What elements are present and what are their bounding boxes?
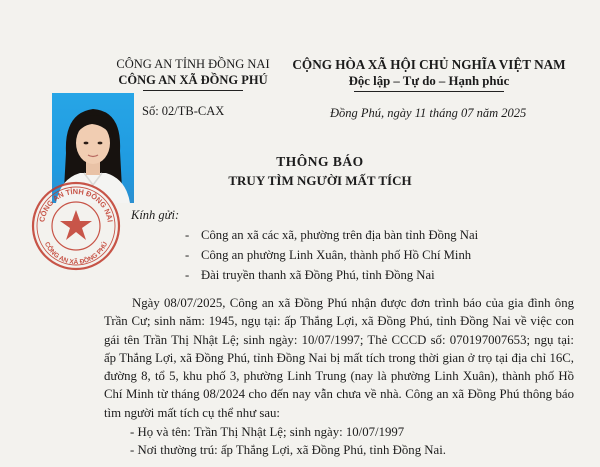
- place-and-date: Đồng Phú, ngày 11 tháng 07 năm 2025: [330, 106, 527, 120]
- document-number: Số: 02/TB-CAX: [142, 104, 225, 118]
- notice-body: Ngày 08/07/2025, Công an xã Đồng Phú nhận được đơn trình báo của gia đình ông Trần Cư; sinh năm: 1945, ngụ tại: ấp Thắng Lợi, xã Đồng Phú, tỉnh Đồng Nai về việc con gái tên Trần Thị Nhật Lệ; sinh ngày: 10/07/1997; Thẻ CCCD số: 070197007653; ngụ tại: ấp Thắng Lợi, xã Đồng Phú, tỉnh Đồng Nai bị mất tích trong thời gian ở trọ tại địa chỉ 16C, đường 8, tổ 5, khu phố 3, phường Linh Trung (nay là phường Linh Xuân), thành phố Hồ Chí Minh từ tháng 08/2024 cho đến nay vẫn chưa về nhà. Công an xã Đồng Phú thông báo tìm người mất tích cụ thể như sau:: [104, 296, 574, 420]
- notice-title: [200, 152, 440, 190]
- detail-residence: - Nơi thường trú: ấp Thắng Lợi, xã Đồng Phú, tỉnh Đồng Nai.: [130, 443, 446, 457]
- detail-name-dob: - Họ và tên: Trần Thị Nhật Lệ; sinh ngày: 10/07/1997: [130, 425, 405, 439]
- agency-parent: CÔNG AN TỈNH ĐỒNG NAI: [116, 57, 270, 71]
- seal-bottom-text: CÔNG AN XÃ ĐỒNG PHÚ: [42, 241, 110, 267]
- national-motto: Độc lập – Tự do – Hạnh phúc: [348, 74, 510, 88]
- issuing-agency: [98, 56, 288, 91]
- recipient-item: - Công an phường Linh Xuân, thành phố Hồ Chí Minh: [185, 248, 472, 262]
- national-header: [282, 56, 576, 92]
- title-line-1: THÔNG BÁO: [276, 154, 364, 169]
- title-line-2: TRUY TÌM NGƯỜI MẤT TÍCH: [228, 173, 412, 188]
- star-icon: [60, 210, 92, 240]
- seal-ring-text: CÔNG AN TỈNH ĐỒNG NAI: [37, 186, 115, 223]
- recipient-item: - Công an xã các xã, phường trên địa bàn tỉnh Đồng Nai: [185, 228, 479, 242]
- nation-name: CỘNG HÒA XÃ HỘI CHỦ NGHĨA VIỆT NAM: [292, 57, 566, 72]
- recipient-list: [185, 226, 478, 286]
- agency-underline: [143, 90, 243, 91]
- person-details: [130, 423, 446, 459]
- official-seal: [26, 180, 126, 272]
- agency-unit: CÔNG AN XÃ ĐỒNG PHÚ: [118, 73, 268, 87]
- greeting: Kính gửi:: [131, 208, 180, 222]
- recipient-item: - Đài truyền thanh xã Đồng Phú, tỉnh Đồng Nai: [185, 268, 435, 282]
- motto-underline: [354, 91, 504, 92]
